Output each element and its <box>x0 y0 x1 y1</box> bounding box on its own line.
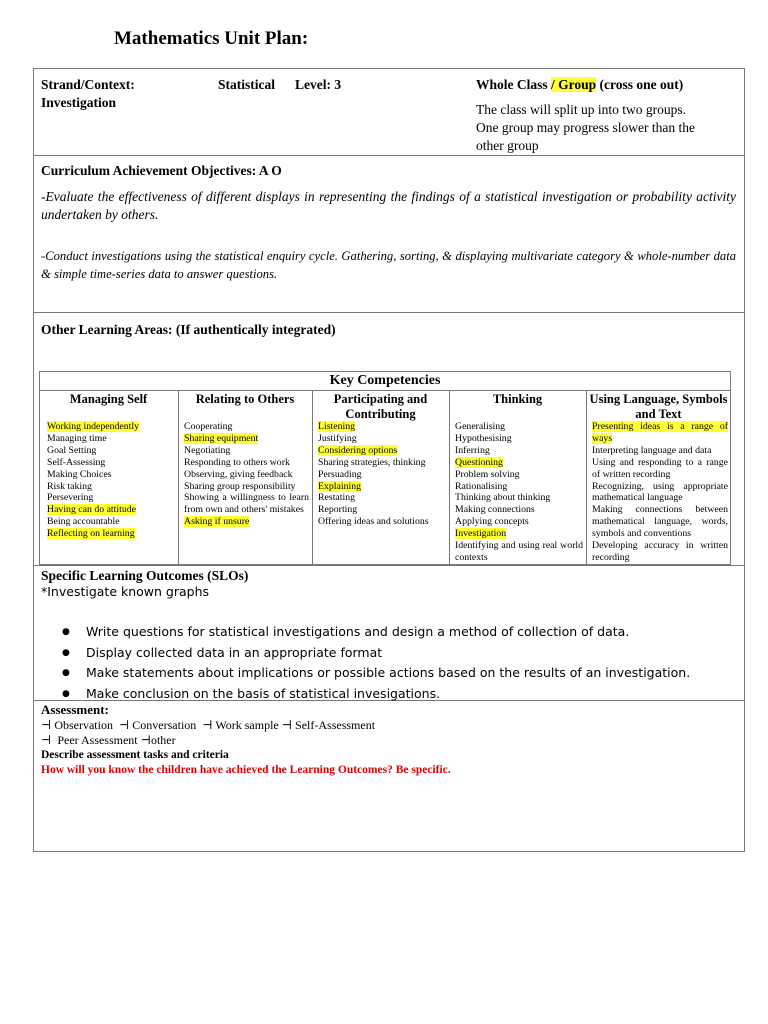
competency-item-text: Asking if unsure <box>184 516 250 528</box>
list-item: ● Make conclusion on the basis of statistical invesigations. <box>62 684 690 705</box>
competency-item-text: Offering ideas and solutions <box>318 516 429 528</box>
group-desc-line: One group may progress slower than the <box>476 120 695 135</box>
group-option-highlight: / Group <box>551 77 597 92</box>
competency-item <box>455 528 583 540</box>
competency-item-text: Generalising <box>455 421 506 432</box>
list-item: ● Write questions for statistical investigations and design a method of collection of data. <box>62 622 690 643</box>
competency-column <box>449 392 586 564</box>
competency-item <box>47 457 175 469</box>
competency-item-text: Being accountable <box>47 516 120 528</box>
competency-item <box>47 481 175 493</box>
competency-item-text: Observing, giving feedback <box>184 468 293 480</box>
competency-item <box>47 528 175 540</box>
competency-column <box>312 392 449 528</box>
objective-2: -Conduct investigations using the statistical enquiry cycle. Gathering, sorting, & displaying multivariate category & whole-number data & simple time-series data to answer questions. <box>41 249 736 281</box>
group-desc-line: other group <box>476 138 539 153</box>
competency-item-text: Hypothesising <box>455 432 512 444</box>
competency-item <box>318 445 446 457</box>
competency-item <box>455 433 583 445</box>
competency-item <box>455 504 583 516</box>
competency-item-text: Managing time <box>47 432 107 444</box>
competency-item <box>592 445 728 457</box>
competency-item <box>318 457 446 469</box>
competency-header: Managing Self <box>69 392 148 406</box>
competency-item <box>47 504 175 516</box>
slo-heading: Specific Learning Outcomes (SLOs) <box>41 568 249 583</box>
competency-item-text: Making connections <box>455 504 535 516</box>
competency-item-text: Rationalising <box>455 480 508 492</box>
competency-item-text: Listening <box>318 421 356 432</box>
competency-item-text: Showing a willingness to learn from own and others' mistakes <box>184 492 309 516</box>
competency-item <box>455 540 583 564</box>
competency-item <box>184 492 309 516</box>
competency-item-text: Problem solving <box>455 468 520 480</box>
competency-item-text: Cooperating <box>184 421 233 432</box>
assessment-options: ⊣ Observation ⊣ Conversation ⊣ Work sample ⊣ Self-Assessment <box>41 718 376 732</box>
competency-item <box>455 492 583 504</box>
competency-item-text: Self-Assessing <box>47 456 106 468</box>
competency-item-text: Making connections between mathematical language, words, symbols and conventions <box>592 504 728 540</box>
competency-item-text: Having can do attitude <box>47 504 136 516</box>
group-description <box>476 101 695 155</box>
competency-item <box>455 469 583 481</box>
competency-item <box>592 481 728 505</box>
competency-item-text: Recognizing, using appropriate mathematical language <box>592 480 728 504</box>
competency-item <box>318 504 446 516</box>
competency-item <box>592 504 728 540</box>
competency-item <box>47 445 175 457</box>
list-item: ● Make statements about implications or possible actions based on the results of an investigation. <box>62 663 690 684</box>
divider <box>33 565 745 566</box>
competency-column <box>586 392 731 564</box>
assessment-heading: Assessment: <box>41 702 109 717</box>
competency-item <box>455 421 583 433</box>
competency-item <box>318 421 446 433</box>
competency-item-text: Restating <box>318 492 356 504</box>
competency-item <box>318 469 446 481</box>
list-item: ● Display collected data in an appropriate format <box>62 643 690 664</box>
competency-item-text: Persevering <box>47 492 94 504</box>
competency-item <box>184 445 309 457</box>
competency-item <box>47 433 175 445</box>
competency-item-text: Responding to others work <box>184 456 290 468</box>
competency-item-text: Interpreting language and data <box>592 444 712 456</box>
competency-item-text: Sharing equipment <box>184 432 259 444</box>
competency-item <box>47 492 175 504</box>
competency-item-text: Inferring <box>455 444 490 456</box>
competency-item <box>592 540 728 564</box>
page-title: Mathematics Unit Plan: <box>114 28 309 49</box>
other-areas-heading: Other Learning Areas: (If authentically integrated) <box>41 322 336 337</box>
objective-1: -Evaluate the effectiveness of different displays in representing the findings of a statistical investigation or probability activity undertaken by others. <box>41 189 736 222</box>
competency-item-text: Investigation <box>455 528 507 540</box>
competency-item-text: Negotiating <box>184 444 231 456</box>
divider <box>33 312 745 313</box>
strand-label: Strand/Context: <box>41 77 135 92</box>
competency-item-text: Justifying <box>318 432 357 444</box>
competency-header: Relating to Others <box>195 392 295 406</box>
competency-item <box>184 457 309 469</box>
competency-item <box>592 457 728 481</box>
whole-class-text: Whole Class <box>476 77 548 92</box>
competency-item-text: Risk taking <box>47 480 92 492</box>
competency-item <box>47 421 175 433</box>
group-desc-line: The class will split up into two groups. <box>476 102 686 117</box>
divider <box>33 155 745 156</box>
competency-column <box>39 392 178 540</box>
competency-item-text: Working independently <box>47 421 139 432</box>
competency-item <box>184 469 309 481</box>
curriculum-heading: Curriculum Achievement Objectives: A O <box>41 163 282 178</box>
competency-item <box>318 492 446 504</box>
slo-list <box>62 622 690 704</box>
competency-item <box>184 421 309 433</box>
strand-context-cont: Investigation <box>41 95 117 110</box>
competency-item-text: Goal Setting <box>47 444 97 456</box>
competency-item <box>455 516 583 528</box>
competency-item-text: Applying concepts <box>455 516 529 528</box>
whole-class-option <box>476 77 683 93</box>
competency-item-text: Using and responding to a range of written recording <box>592 456 728 480</box>
competency-item-text: Making Choices <box>47 468 112 480</box>
competency-item <box>47 516 175 528</box>
competency-item-text: Sharing strategies, thinking <box>318 456 426 468</box>
competency-item-text: Persuading <box>318 468 362 480</box>
competency-item <box>318 481 446 493</box>
competency-item <box>184 433 309 445</box>
competency-item <box>318 516 446 528</box>
key-competencies-title: Key Competencies <box>329 373 441 388</box>
competency-item-text: Reflecting on learning <box>47 528 135 540</box>
competency-header: Using Language, Symbols and Text <box>589 392 728 421</box>
assessment-prompt: How will you know the children have achieved the Learning Outcomes? Be specific. <box>41 764 451 776</box>
competency-header: Participating and Contributing <box>333 392 428 421</box>
divider <box>39 390 731 391</box>
assessment-options-2: ⊣ Peer Assessment ⊣other <box>41 733 176 747</box>
competency-item <box>455 481 583 493</box>
competency-item <box>47 469 175 481</box>
competency-item-text: Developing accuracy in written recording <box>592 540 728 563</box>
strand-value: Statistical <box>218 77 275 92</box>
competency-header: Thinking <box>492 392 543 406</box>
competency-item-text: Identifying and using real world contexts <box>455 540 583 563</box>
cross-out-note: (cross one out) <box>599 77 684 92</box>
competency-item <box>455 445 583 457</box>
competency-item-text: Considering options <box>318 444 398 456</box>
competency-column <box>178 392 312 528</box>
slo-intro: *Investigate known graphs <box>41 584 210 599</box>
assessment-describe: Describe assessment tasks and criteria <box>41 749 229 761</box>
competency-item <box>318 433 446 445</box>
competency-item-text: Reporting <box>318 504 358 516</box>
competency-item-text: Explaining <box>318 480 361 492</box>
competency-item-text: Sharing group responsibility <box>184 480 296 492</box>
level-label: Level: 3 <box>295 77 342 92</box>
competency-item <box>184 481 309 493</box>
competency-item-text: Questioning <box>455 456 503 468</box>
competency-item <box>184 516 309 528</box>
competency-item <box>455 457 583 469</box>
competency-item <box>592 421 728 445</box>
competency-item-text: Presenting ideas is a range of ways <box>592 421 728 444</box>
competency-item-text: Thinking about thinking <box>455 492 551 504</box>
